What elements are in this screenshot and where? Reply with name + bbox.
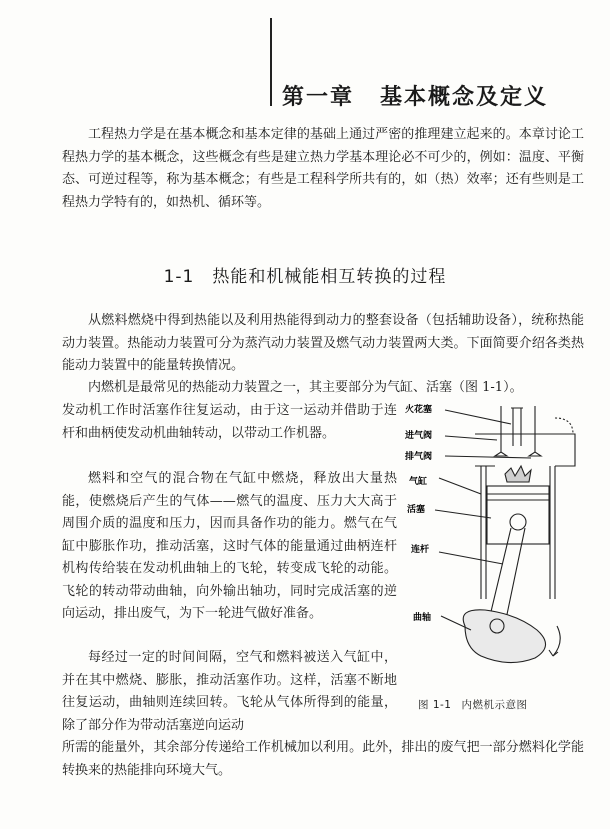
- label-connecting-rod: 连杆: [411, 545, 430, 555]
- chapter-number: 第一章: [282, 85, 355, 110]
- section-heading: [0, 262, 610, 287]
- chapter-heading: [282, 80, 548, 111]
- engine-diagram: [405, 394, 590, 679]
- section-title-text: 热能和机械能相互转换的过程: [212, 267, 447, 287]
- body-paragraph-cycle: 每经过一定的时间间隔，空气和燃料被送入气缸中，并在其中燃烧、膨胀，推动活塞作功。这样，活塞不断地往复运动，曲轴则连续回转。飞轮从气体所得到的能量，除了部分作为带动活塞逆向运动: [62, 650, 397, 733]
- label-crankshaft: 曲轴: [413, 613, 432, 623]
- chapter-title-text: 基本概念及定义: [380, 85, 549, 110]
- body-paragraph-cycle-continued: 所需的能量外，其余部分传递给工作机械加以利用。此外，排出的废气把一部分燃料化学能转换来的热能排向环境大气。: [62, 740, 584, 778]
- body-paragraph-ice-motion: 发动机工作时活塞作往复运动，由于这一运动并借助于连杆和曲柄使发动机曲轴转动，以带动工作机器。: [62, 403, 397, 441]
- spark-plug-shape: [511, 408, 523, 446]
- combustion-flame: [505, 466, 531, 482]
- body-paragraph-power-plants: 从燃料燃烧中得到热能以及利用热能得到动力的整套设备（包括辅助设备），统称热能动力装置。热能动力装置可分为蒸汽动力装置及燃气动力装置两大类。下面简要介绍各类热能动力装置中的能量转换情况。: [62, 313, 584, 373]
- body-paragraph-combustion: 燃料和空气的混合物在气缸中燃烧，释放出大量热能，使燃烧后产生的气体——燃气的温度、压力大大高于周围介质的温度和压力，因而具备作功的能力。燃气在气缸中膨胀作功，推动活塞，这时气体的能量通过曲柄连杆机构传给装在发动机曲轴上的飞轮，转变成飞轮的动能。飞轮的转动带动曲轴，向外输出轴功，同时完成活塞的逆向运动，排出废气，为下一轮进气做好准备。: [62, 471, 397, 621]
- exhaust-valve-shape: [529, 406, 541, 456]
- section-number: 1-1: [163, 267, 195, 287]
- intake-valve-shape: [495, 406, 507, 456]
- figure-caption-text: 内燃机示意图: [461, 699, 528, 711]
- label-spark-plug: 火花塞: [405, 405, 433, 415]
- cylinder-head-shape: [475, 434, 575, 466]
- chapter-divider-rule: [270, 18, 272, 106]
- label-intake-valve: 进气阀: [405, 431, 433, 441]
- piston-pin-shape: [510, 514, 526, 530]
- body-paragraph-ice-intro: 内燃机是最常见的热能动力装置之一，其主要部分为气缸、活塞（图 1-1）。: [88, 380, 523, 395]
- label-cylinder: 气缸: [409, 477, 428, 487]
- connecting-rod-shape: [489, 528, 525, 624]
- piston-shape: [487, 486, 549, 544]
- chapter-intro-paragraph: 工程热力学是在基本概念和基本定律的基础上通过严密的推理建立起来的。本章讨论工程热力学的基本概念，这些概念有些是建立热力学基本理论必不可少的，例如：温度、平衡态、可逆过程等，称为基本概念；有些是工程科学所共有的，如（热）效率；还有些则是工程热力学特有的，如热机、循环等。: [62, 127, 584, 210]
- figure-caption: [418, 697, 528, 712]
- crank-shape: [463, 610, 545, 663]
- label-piston: 活塞: [407, 505, 426, 515]
- label-exhaust-valve: 排气阀: [405, 452, 433, 462]
- rotation-arrow: [553, 626, 560, 656]
- figure-caption-number: 图 1-1: [418, 699, 452, 711]
